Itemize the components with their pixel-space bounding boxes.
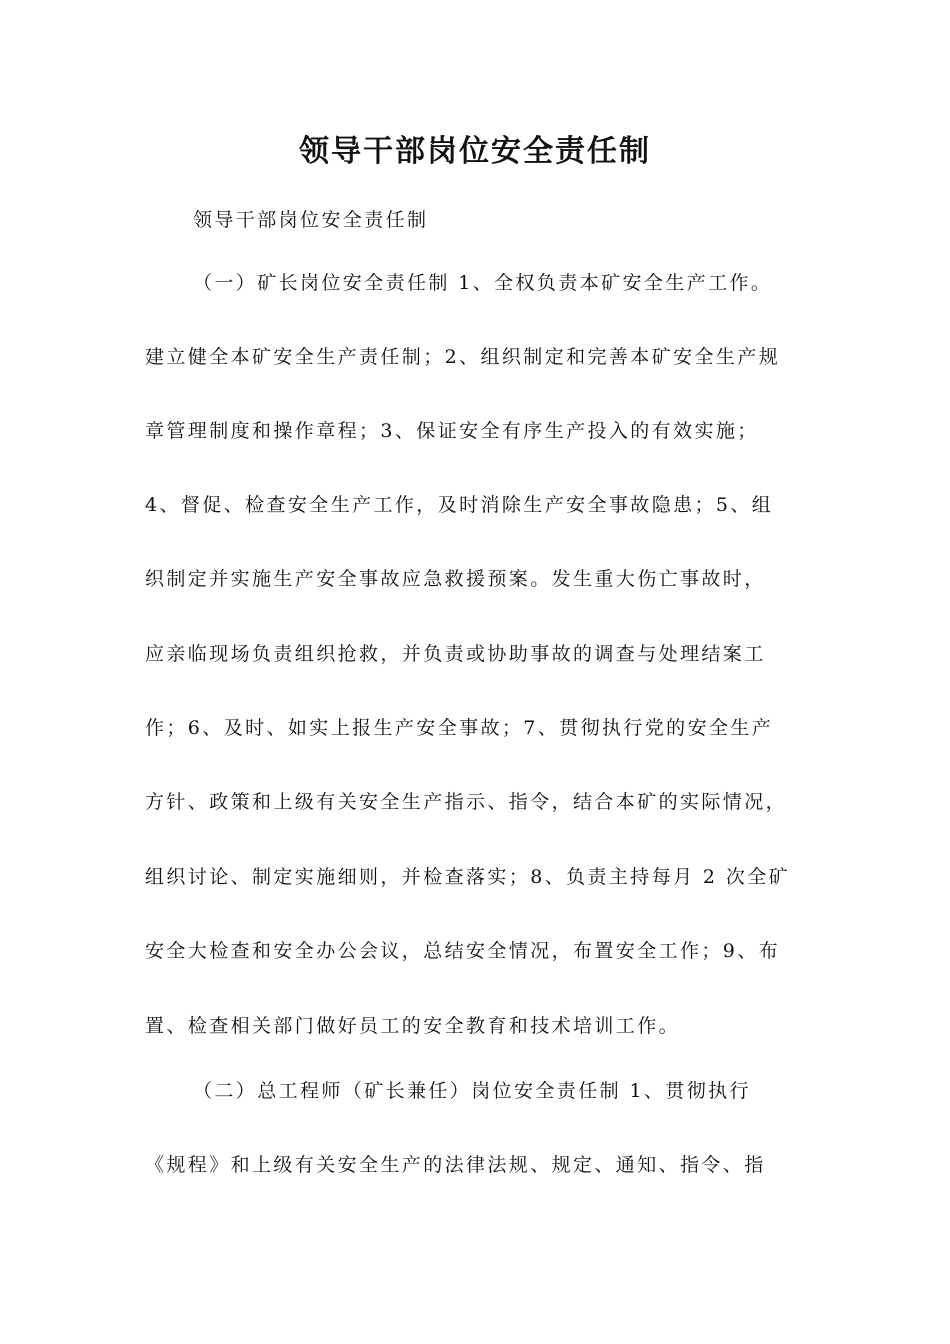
subtitle-line: 领导干部岗位安全责任制 [193,209,429,231]
paragraph-1-line-4: 4、督促、检查安全生产工作，及时消除生产安全事故隐患；5、组 [145,494,774,516]
paragraph-1-line-6: 应亲临现场负责组织抢救，并负责或协助事故的调查与处理结案工 [145,643,766,665]
paragraph-1-line-7: 作；6、及时、如实上报生产安全事故；7、贯彻执行党的安全生产 [145,717,774,739]
document-title: 领导干部岗位安全责任制 [299,134,651,169]
paragraph-1-line-2: 建立健全本矿安全生产责任制；2、组织制定和完善本矿安全生产规 [145,346,781,368]
paragraph-1-line-8: 方针、政策和上级有关安全生产指示、指令，结合本矿的实际情况， [145,791,788,813]
paragraph-1-line-3: 章管理制度和操作章程；3、保证安全有序生产投入的有效实施； [145,420,759,442]
paragraph-1-line-10: 安全大检查和安全办公会议，总结安全情况，布置安全工作；9、布 [145,940,781,962]
paragraph-1-line-9: 组织讨论、制定实施细则，并检查落实；8、负责主持每月 2 次全矿 [145,866,791,888]
paragraph-2-line-2: 《规程》和上级有关安全生产的法律法规、规定、通知、指令、指 [145,1154,766,1176]
paragraph-1-line-5: 织制定并实施生产安全事故应急救援预案。发生重大伤亡事故时， [145,568,766,590]
paragraph-2-line-1: （二）总工程师（矿长兼任）岗位安全责任制 1、贯彻执行 [193,1080,751,1102]
paragraph-1-line-11: 置、检查相关部门做好员工的安全教育和技术培训工作。 [145,1015,681,1037]
paragraph-1-line-1: （一）矿长岗位安全责任制 1、全权负责本矿安全生产工作。 [193,272,773,294]
